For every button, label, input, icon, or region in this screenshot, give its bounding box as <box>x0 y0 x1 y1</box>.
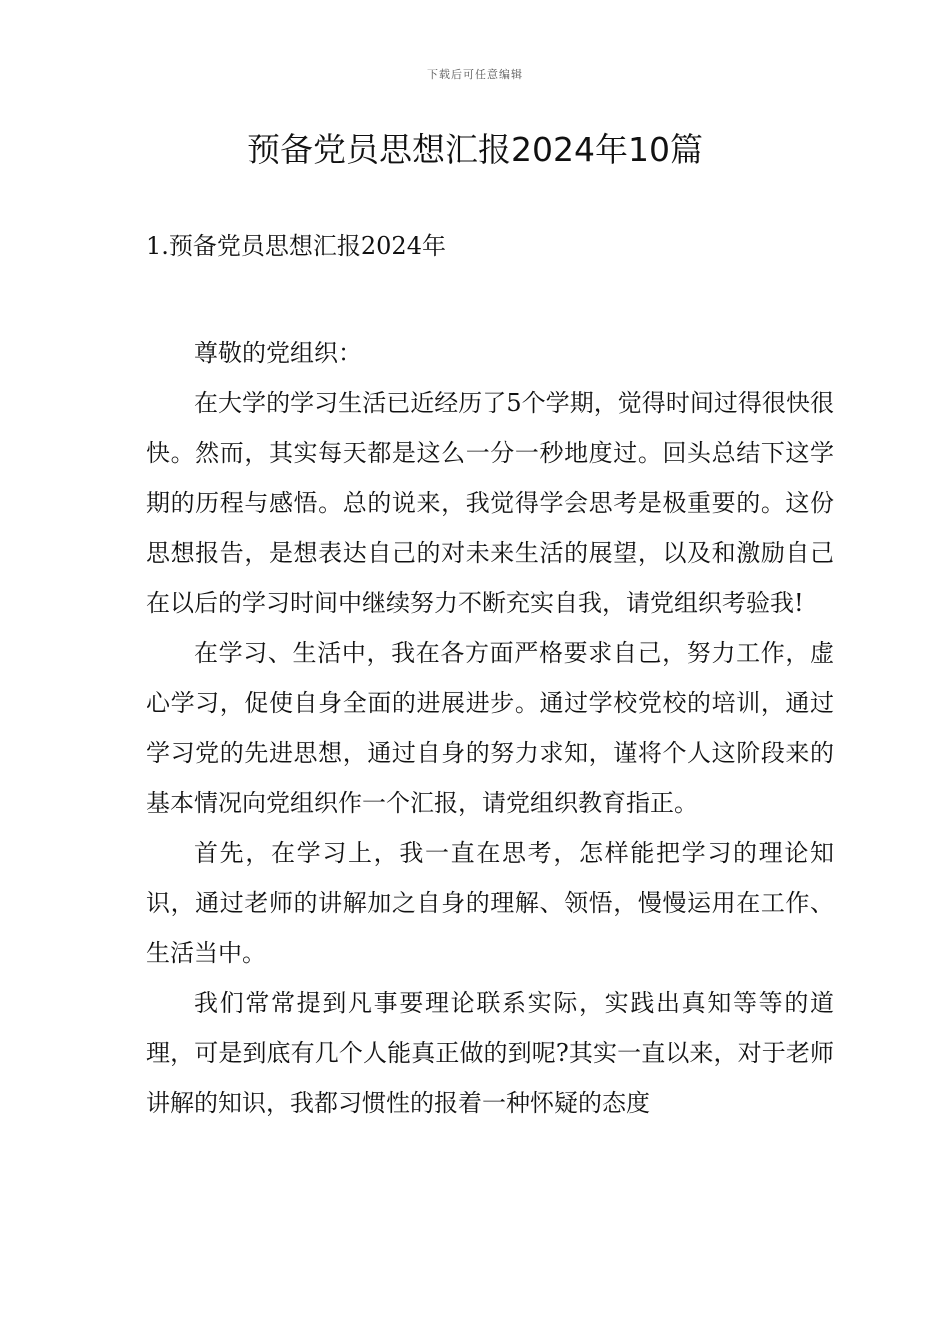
salutation: 尊敬的党组织： <box>194 339 362 367</box>
section-heading: 1.预备党员思想汇报2024年 <box>146 232 446 260</box>
body-paragraph: 在大学的学习生活已近经历了5个学期，觉得时间过得很快很快。然而，其实每天都是这么一分一秒地度过。回头总结下这学期的历程与感悟。总的说来，我觉得学会思考是极重要的。这份思想报告，是想表达自己的对未来生活的展望，以及和激励自己在以后的学习时间中继续努力不断充实自我，请党组织考验我! <box>146 389 834 617</box>
document-body <box>146 328 834 1128</box>
body-paragraph: 我们常常提到凡事要理论联系实际，实践出真知等等的道理，可是到底有几个人能真正做的到呢?其实一直以来，对于老师讲解的知识，我都习惯性的报着一种怀疑的态度 <box>146 989 834 1117</box>
document-title: 预备党员思想汇报2024年10篇 <box>247 130 703 169</box>
body-paragraph: 在学习、生活中，我在各方面严格要求自己，努力工作，虚心学习，促使自身全面的进展进步。通过学校党校的培训，通过学习党的先进思想，通过自身的努力求知，谨将个人这阶段来的基本情况向党组织作一个汇报，请党组织教育指正。 <box>146 639 834 817</box>
header-note: 下载后可任意编辑 <box>427 68 523 81</box>
body-paragraph: 首先，在学习上，我一直在思考，怎样能把学习的理论知识，通过老师的讲解加之自身的理解、领悟，慢慢运用在工作、生活当中。 <box>146 839 834 967</box>
